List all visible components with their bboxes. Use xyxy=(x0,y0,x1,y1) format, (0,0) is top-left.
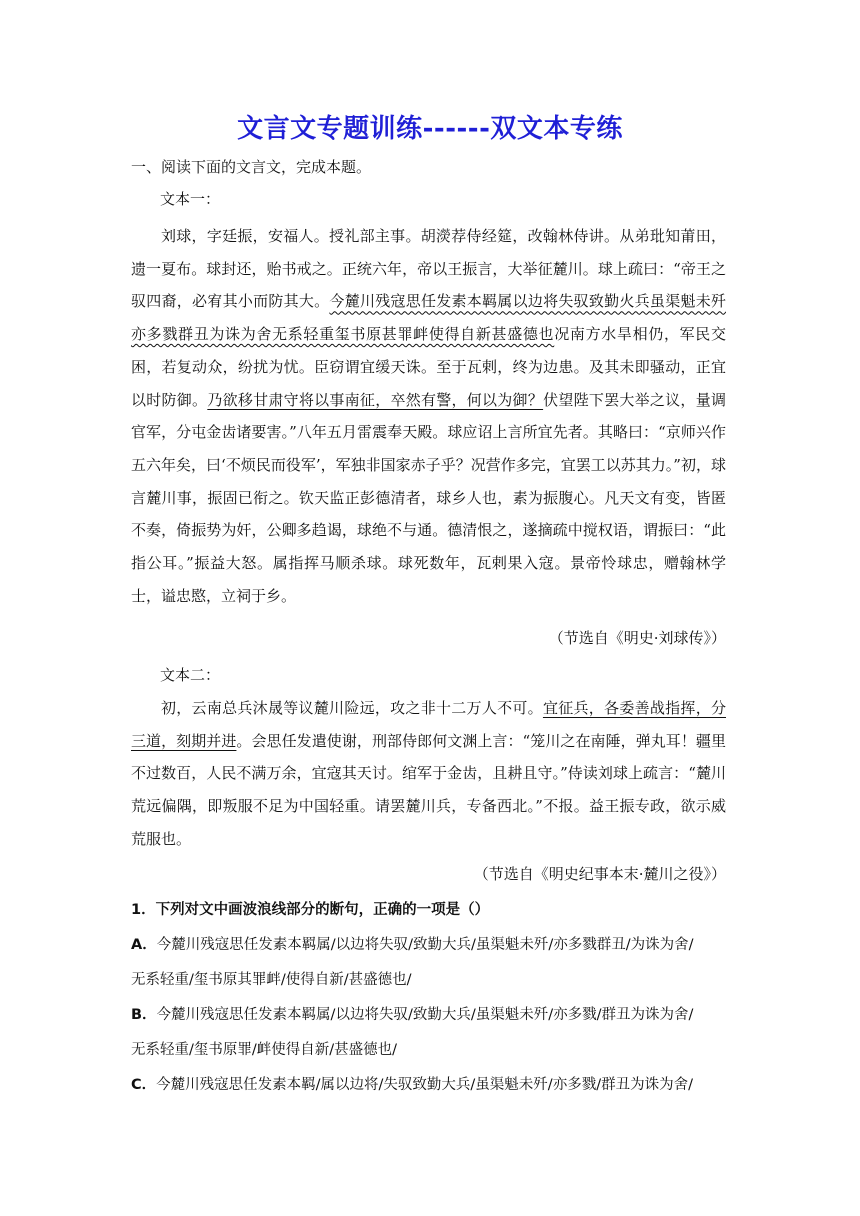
option-a-line2: 无系轻重/玺书原其罪衅/使得自新/甚盛德也/ xyxy=(131,972,412,988)
text1-wavy-segment: 今麓川残寇思任发素本羁属以边将失驭致勤火兵虽渠魁未歼亦多戮群丑为诛为舍无系轻重玺书原甚罪衅使得自新甚盛德也 xyxy=(131,292,726,344)
text2-paragraph xyxy=(131,692,726,856)
text1-part2: 况南方水旱相仍，军民交困，若复动众，纷扰为忧。臣窃谓宜缓天诛。至于瓦剌，终为边患。及其未即骚动，正宜以时防御。 xyxy=(131,325,726,409)
option-b-line2: 无系轻重/玺书原罪/衅使得自新/甚盛德也/ xyxy=(131,1042,398,1058)
text1-source: （节选自《明史·刘球传》） xyxy=(548,629,726,647)
text2-part1: 初，云南总兵沐晟等议麓川险远，攻之非十二万人不可。 xyxy=(161,699,543,717)
text1-underlined-segment: 乃欲移甘肃守将以事南征，卒然有警，何以为御？ xyxy=(207,390,544,409)
text1-part3: 伏望陛下罢大举之议，量调官军，分屯金齿诸要害。”八年五月雷震奉天殿。球应诏上言所宜先者。其略曰：“京师兴作五六年矣，曰‘不烦民而役军’，军独非国家赤子乎？况营作多完，宜罢工以苏其力。”初，球言麓川事，振固已衔之。钦天监正彭德清者，球乡人也，素为振腹心。凡天文有变，皆匿不奏，倚振势为奸，公卿多趋谒，球绝不与通。德清恨之，遂摘疏中搅权语，谓振曰：“此指公耳。”振益大怒。属指挥马顺杀球。球死数年，瓦剌果入寇。景帝怜球忠，赠翰林学士，谥忠愍，立祠于乡。 xyxy=(131,390,726,605)
page-title: 文言文专题训练------双文本专练 xyxy=(237,114,623,144)
text2-part2: 。会思任发遣使谢，刑部侍郎何文渊上言：“笼川之在南陲，弹丸耳！疆里不过数百，人民不满万余，宜寇其天讨。绾军于金齿，且耕且守。”侍读刘球上疏言：“麓川荒远偏隅，即叛服不足为中国轻重。请罢麓川兵，专备西北。”不报。益王振专政，欲示威荒服也。 xyxy=(131,731,726,848)
text2-label: 文本二： xyxy=(160,666,221,684)
option-b-line1[interactable]: B．今麓川残寇思任发素本羁属/以边将失驭/致勤大兵/虽渠魁未歼/亦多戮/群丑为诛为舍/ xyxy=(131,1007,694,1023)
option-c-line1[interactable]: C．今麓川残寇思任发素本羁/属以边将/失驭致勤大兵/虽渠魁未歼/亦多戮/群丑为诛为舍/ xyxy=(131,1077,693,1093)
section-intro: 一、阅读下面的文言文，完成本题。 xyxy=(131,158,372,176)
option-a-line1[interactable]: A．今麓川残寇思任发素本羁属/以边将失驭/致勤大兵/虽渠魁未歼/亦多戮群丑/为诛为舍/ xyxy=(131,937,694,953)
text1-label: 文本一： xyxy=(160,190,221,208)
text2-source: （节选自《明史纪事本末·麓川之役》） xyxy=(473,865,726,883)
text2-underlined-segment: 宜征兵，各委善战指挥，分三道，刻期并进 xyxy=(131,699,726,750)
question-stem: 1．下列对文中画波浪线部分的断句，正确的一项是（） xyxy=(131,902,490,918)
text1-part1: 刘球，字廷振，安福人。授礼部主事。胡濙荐侍经筵，改翰林侍讲。从弟玭知莆田，遗一夏布。球封还，贻书戒之。正统六年，帝以王振言，大举征麓川。球上疏曰：“帝王之驭四裔，必宥其小而防其大。 xyxy=(131,227,726,311)
text1-paragraph xyxy=(131,220,726,612)
